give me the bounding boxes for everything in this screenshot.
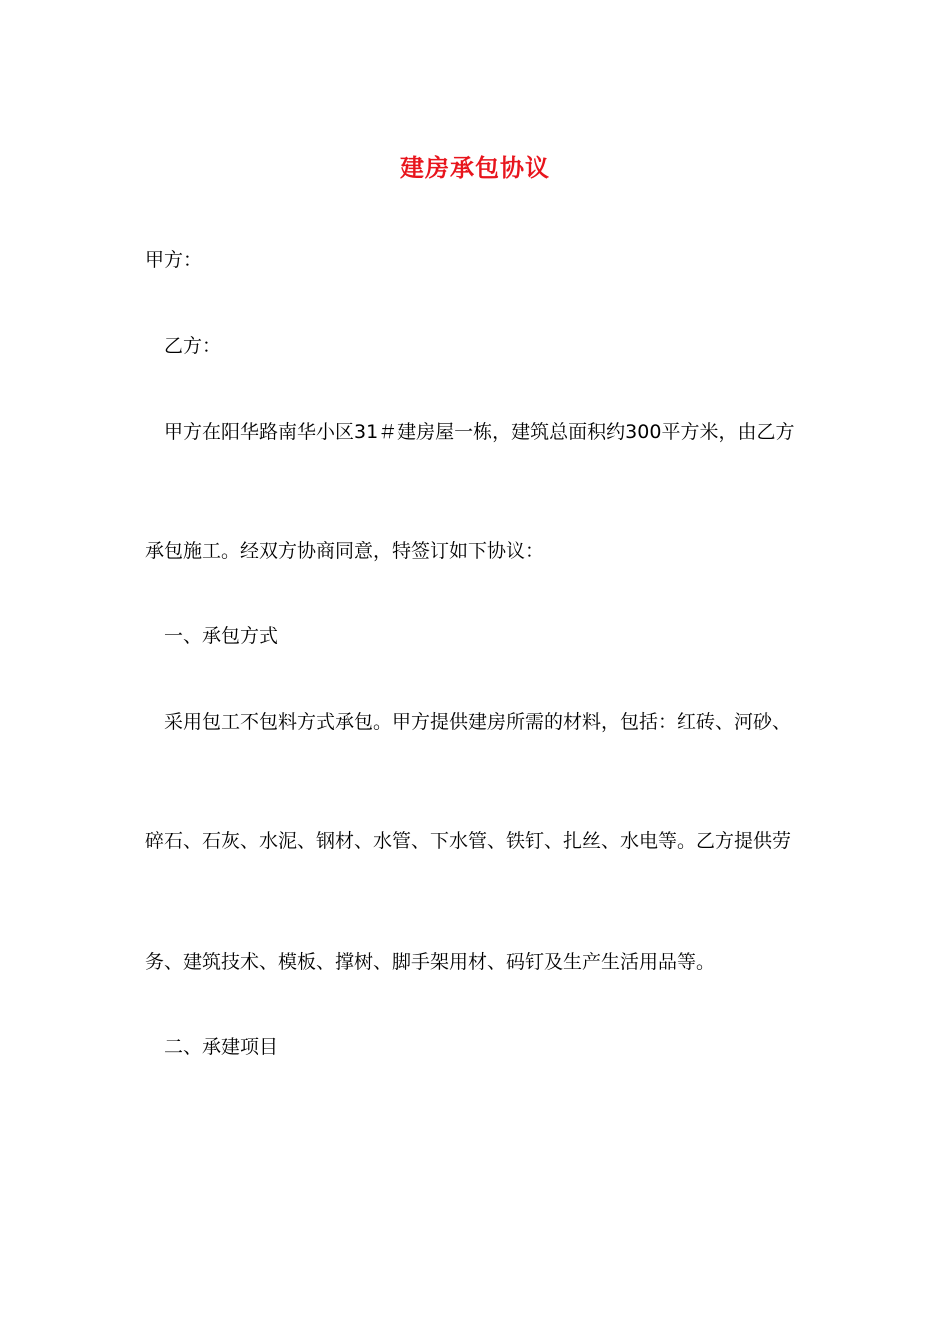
party-a-label: 甲方： xyxy=(145,249,203,271)
section-heading: 二、承建项目 xyxy=(164,1036,279,1058)
section-heading: 一、承包方式 xyxy=(164,625,279,647)
party-b-label: 乙方： xyxy=(164,335,222,357)
paragraph-line: 甲方在阳华路南华小区31＃建房屋一栋，建筑总面积约300平方米，由乙方 xyxy=(164,421,795,443)
paragraph-line: 承包施工。经双方协商同意，特签订如下协议： xyxy=(145,540,545,562)
document-title: 建房承包协议 xyxy=(400,153,550,182)
paragraph-line: 采用包工不包料方式承包。甲方提供建房所需的材料，包括：红砖、河砂、 xyxy=(164,711,792,733)
paragraph-line: 务、建筑技术、模板、撑树、脚手架用材、码钉及生产生活用品等。 xyxy=(145,951,716,973)
paragraph-line: 碎石、石灰、水泥、钢材、水管、下水管、铁钉、扎丝、水电等。乙方提供劳 xyxy=(145,830,792,852)
